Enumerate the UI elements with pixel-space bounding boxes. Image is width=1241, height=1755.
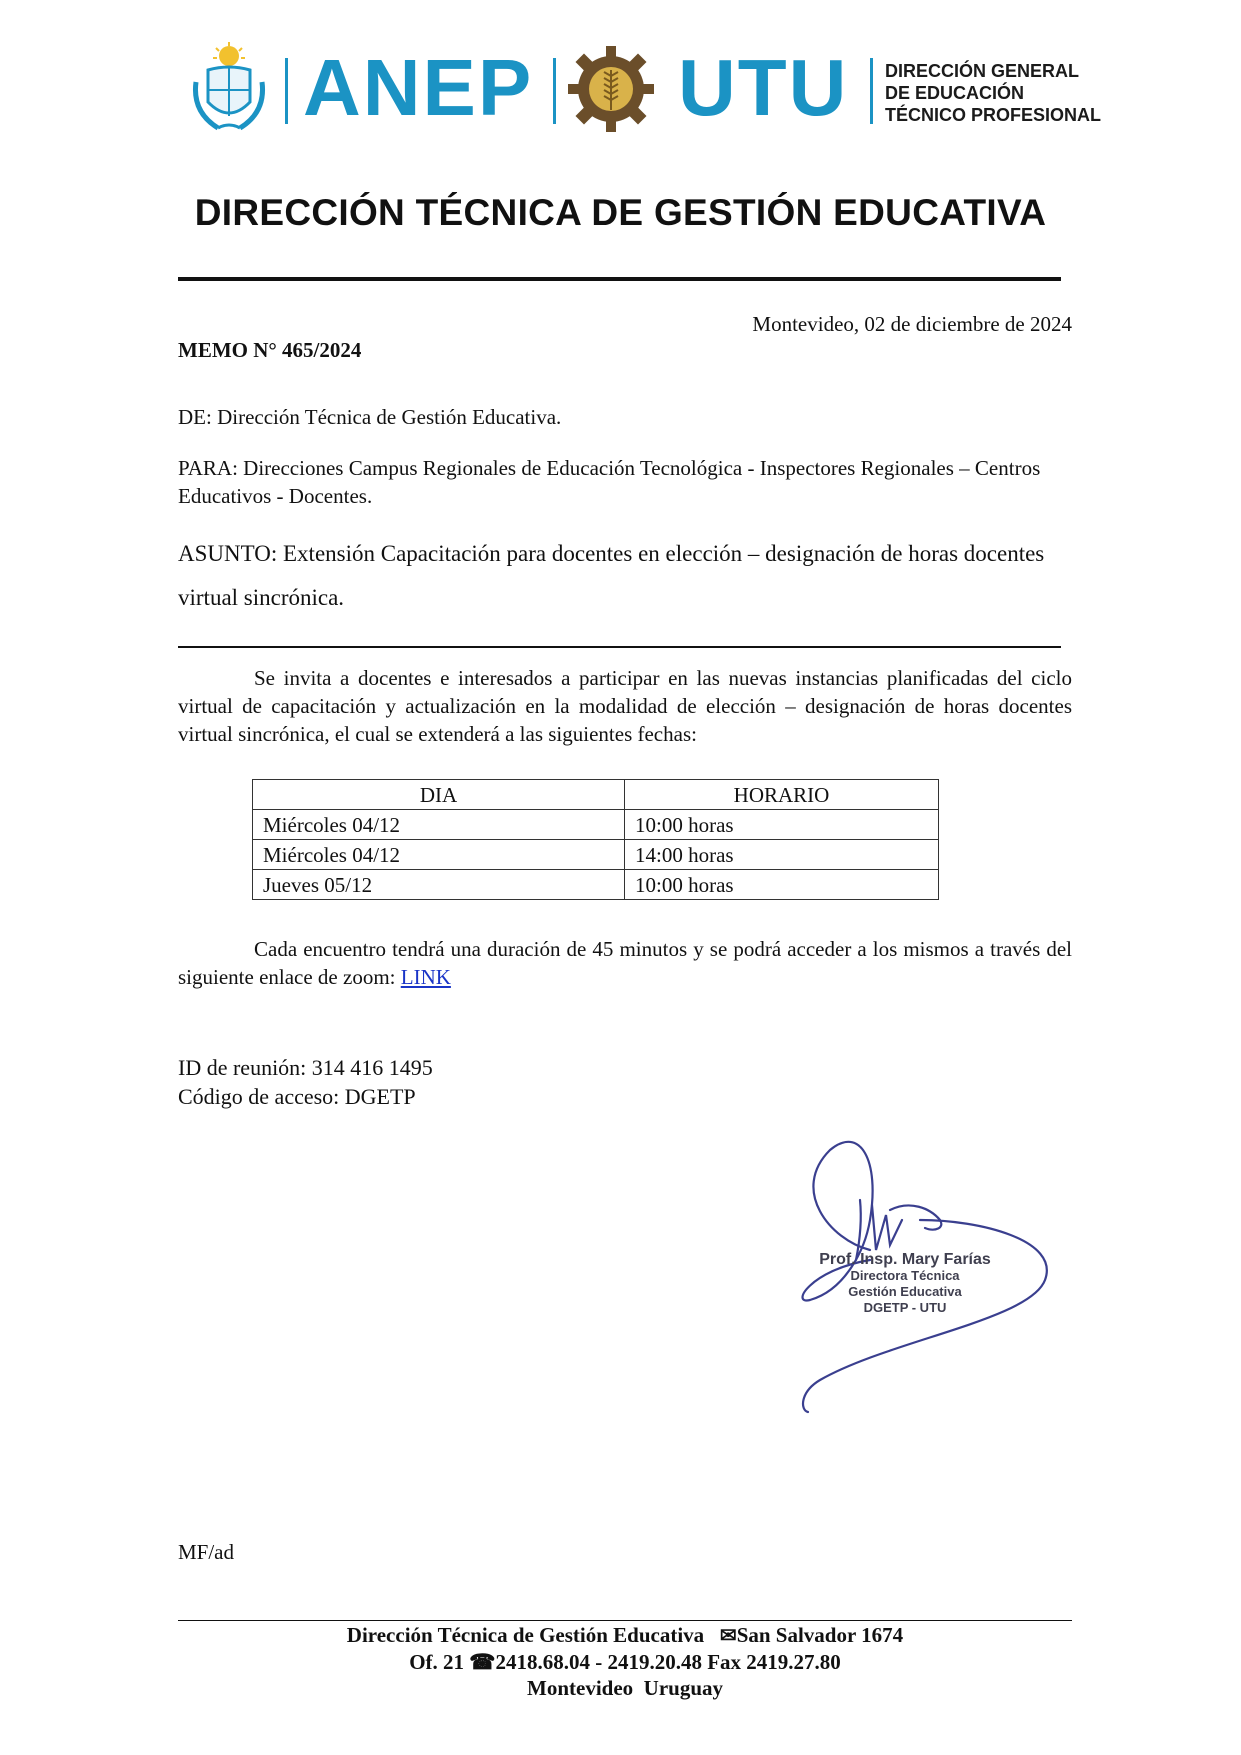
schedule-table (252, 779, 939, 900)
access-code: Código de acceso: DGETP (178, 1084, 416, 1109)
title-divider (178, 277, 1061, 281)
footer-city: Montevideo Uruguay (527, 1676, 723, 1700)
reference-initials: MF/ad (178, 1540, 235, 1564)
agency-line: DE EDUCACIÓN (885, 83, 1025, 103)
cell-time: 14:00 horas (625, 840, 939, 870)
signer-name: Prof. Insp. Mary Farías (819, 1251, 991, 1268)
memo-number: MEMO N° 465/2024 (178, 338, 362, 362)
body-paragraph-2 (178, 935, 1072, 991)
subject-divider (178, 646, 1061, 648)
table-row (253, 870, 939, 900)
memo-from: DE: Dirección Técnica de Gestión Educativa. (178, 405, 562, 429)
cell-day: Miércoles 04/12 (253, 810, 625, 840)
footer-office: Dirección Técnica de Gestión Educativa (346, 1623, 705, 1647)
header-divider (870, 58, 873, 124)
column-header-time: HORARIO (625, 780, 939, 810)
memo-date: Montevideo, 02 de diciembre de 2024 (752, 312, 1072, 336)
footer (178, 1622, 1072, 1701)
memo-subject: ASUNTO: Extensión Capacitación para docentes en elección – designación de horas docentes virtual sincrónica. (178, 541, 1045, 610)
signer-department: Gestión Educativa (848, 1284, 962, 1299)
meeting-id: ID de reunión: 314 416 1495 (178, 1055, 433, 1080)
footer-line-1 (178, 1622, 1072, 1649)
header-divider (553, 58, 556, 124)
footer-address: San Salvador 1674 (736, 1623, 904, 1647)
signature-stamp (805, 1252, 1005, 1316)
column-header-day: DIA (253, 780, 625, 810)
cell-day: Jueves 05/12 (253, 870, 625, 900)
footer-phones: 2418.68.04 - 2419.20.48 Fax 2419.27.80 (495, 1650, 841, 1674)
cell-day: Miércoles 04/12 (253, 840, 625, 870)
footer-line-2 (178, 1649, 1072, 1675)
envelope-icon: ✉ (719, 1625, 737, 1647)
body-paragraph-2-text: Cada encuentro tendrá una duración de 45 minutos y se podrá acceder a los mismos a través del siguiente enlace de zoom: (178, 937, 1072, 989)
cell-time: 10:00 horas (625, 870, 939, 900)
table-row (253, 810, 939, 840)
table-header-row (253, 780, 939, 810)
agency-name (885, 60, 1101, 126)
agency-line: TÉCNICO PROFESIONAL (885, 105, 1102, 125)
signer-organization: DGETP - UTU (863, 1300, 947, 1315)
zoom-link[interactable]: LINK (400, 965, 451, 989)
utu-logo-text: UTU (678, 43, 849, 132)
page-title: DIRECCIÓN TÉCNICA DE GESTIÓN EDUCATIVA (194, 192, 1047, 233)
coat-of-arms-icon (188, 42, 270, 134)
memo-to: PARA: Direcciones Campus Regionales de Educación Tecnológica - Inspectores Regionales – Centros Educativos - Docentes. (178, 456, 1041, 508)
utu-gear-emblem-icon (566, 44, 656, 134)
table-row (253, 840, 939, 870)
agency-line: DIRECCIÓN GENERAL (885, 61, 1080, 81)
phone-icon: ☎ (469, 1650, 496, 1674)
footer-office-number: Of. 21 (409, 1650, 465, 1674)
footer-divider (178, 1620, 1072, 1621)
body-paragraph-1: Se invita a docentes e interesados a participar en las nuevas instancias planificadas del ciclo virtual de capacitación y actualización en la modalidad de elección – designación de horas docentes virtual sincrónica, el cual se extenderá a las siguientes fechas: (178, 666, 1072, 746)
anep-logo-text: ANEP (303, 43, 534, 132)
header-divider (285, 58, 288, 124)
signer-role: Directora Técnica (850, 1268, 960, 1283)
letterhead (188, 40, 1108, 140)
cell-time: 10:00 horas (625, 810, 939, 840)
